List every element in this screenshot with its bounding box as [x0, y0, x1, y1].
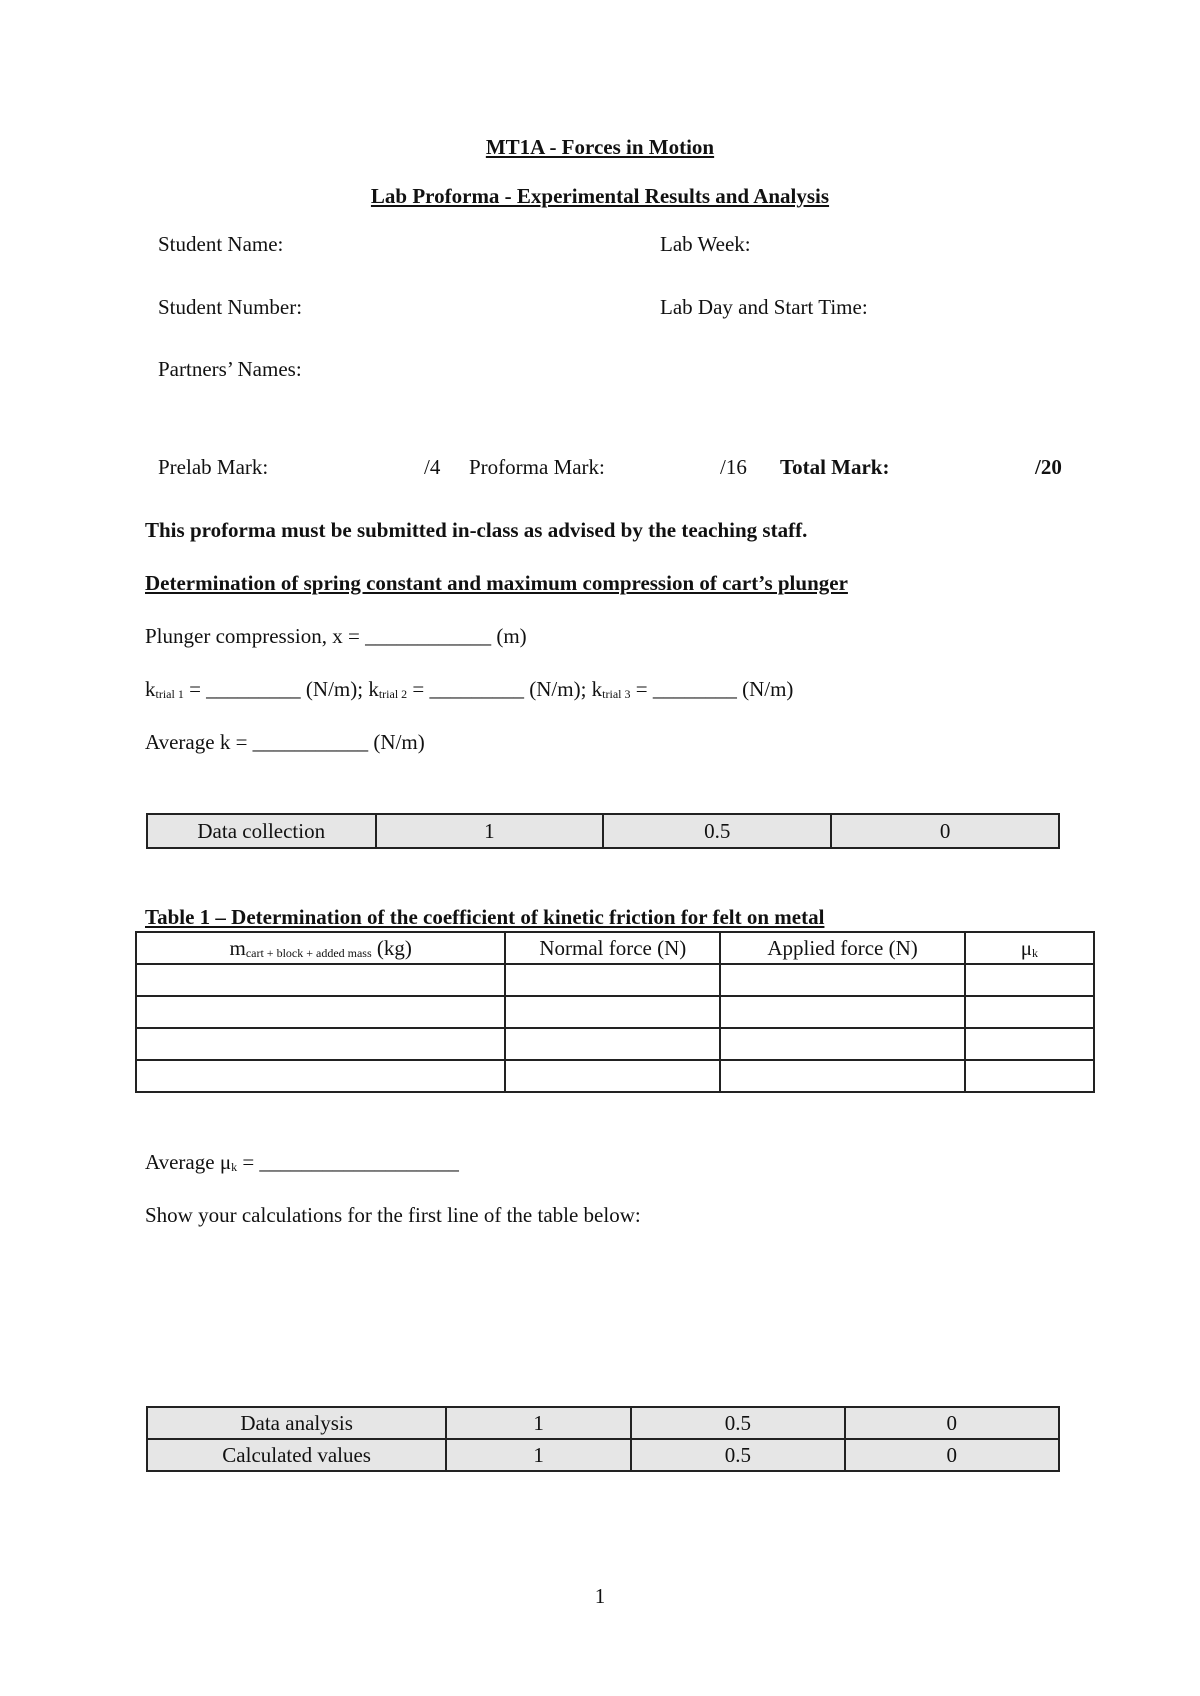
- analysis-table: [146, 1406, 1060, 1472]
- table-cell[interactable]: [720, 996, 965, 1028]
- show-calculations-instruction: Show your calculations for the first line of the table below:: [145, 1203, 641, 1227]
- header-mass: [136, 932, 505, 964]
- total-mark-max: /20: [1035, 455, 1062, 479]
- proforma-mark-label: Proforma Mark:: [469, 455, 605, 479]
- data-collection-score-1: 1: [376, 814, 604, 848]
- average-mu-blank: = ___________________: [237, 1150, 459, 1174]
- k1-subscript: trial 1: [155, 687, 184, 701]
- table-cell[interactable]: [136, 1028, 505, 1060]
- page-number: 1: [594, 1584, 606, 1608]
- analysis-score-1: 1: [446, 1407, 631, 1439]
- k-trials-line: [145, 677, 793, 702]
- mass-unit: (kg): [371, 935, 412, 960]
- partners-label: Partners’ Names:: [158, 357, 302, 381]
- lab-week-label: Lab Week:: [660, 232, 751, 256]
- table-row: [147, 1439, 1059, 1471]
- table-cell[interactable]: [505, 996, 720, 1028]
- submission-notice: This proforma must be submitted in-class as advised by the teaching staff.: [145, 518, 808, 542]
- average-k-line: Average k = ___________ (N/m): [145, 730, 425, 754]
- data-collection-label: Data collection: [147, 814, 376, 848]
- mass-subscript: cart + block + added mass: [245, 945, 372, 960]
- calculated-values-score-0: 0: [845, 1439, 1059, 1471]
- mass-symbol: m: [229, 935, 246, 960]
- data-collection-score-05: 0.5: [603, 814, 831, 848]
- table-cell[interactable]: [720, 964, 965, 996]
- document-title: MT1A - Forces in Motion: [485, 135, 715, 159]
- calculated-values-label: Calculated values: [147, 1439, 446, 1471]
- table-cell[interactable]: [965, 964, 1094, 996]
- student-number-label: Student Number:: [158, 295, 303, 319]
- table-row: [136, 996, 1094, 1028]
- average-mu-line: [145, 1150, 459, 1175]
- table-cell[interactable]: [720, 1060, 965, 1092]
- analysis-score-05: 0.5: [631, 1407, 845, 1439]
- total-mark-label: Total Mark:: [780, 455, 890, 479]
- header-applied-force: Applied force (N): [720, 932, 965, 964]
- prelab-mark-label: Prelab Mark:: [158, 455, 269, 479]
- table-cell[interactable]: [136, 1060, 505, 1092]
- average-mu-subscript: k: [231, 1160, 238, 1174]
- plunger-compression-line: Plunger compression, x = ____________ (m): [145, 624, 527, 648]
- table-cell[interactable]: [965, 996, 1094, 1028]
- calculated-values-score-1: 1: [446, 1439, 631, 1471]
- table-cell[interactable]: [136, 964, 505, 996]
- student-name-label: Student Name:: [158, 232, 284, 256]
- mu-symbol: μ: [1020, 935, 1033, 960]
- table-cell[interactable]: [136, 996, 505, 1028]
- k1-blank: = _________ (N/m); k: [183, 677, 379, 701]
- data-collection-score-0: 0: [831, 814, 1059, 848]
- table-cell[interactable]: [505, 1028, 720, 1060]
- analysis-score-0: 0: [845, 1407, 1059, 1439]
- table1-title: Table 1 – Determination of the coefficient of kinetic friction for felt on metal: [145, 905, 825, 929]
- proforma-mark-max: /16: [720, 455, 747, 479]
- k2-subscript: trial 2: [378, 687, 408, 701]
- header-normal-force: Normal force (N): [505, 932, 720, 964]
- table-cell[interactable]: [965, 1060, 1094, 1092]
- k3-subscript: trial 3: [602, 687, 631, 701]
- friction-table: [135, 931, 1095, 1093]
- lab-day-label: Lab Day and Start Time:: [660, 295, 868, 319]
- document-subtitle: Lab Proforma - Experimental Results and Analysis: [370, 184, 830, 208]
- table-cell[interactable]: [965, 1028, 1094, 1060]
- average-mu-label: Average μ: [145, 1150, 232, 1174]
- section-heading-spring: Determination of spring constant and maximum compression of cart’s plunger: [145, 571, 848, 595]
- k3-blank: = ________ (N/m): [630, 677, 794, 701]
- prelab-mark-max: /4: [424, 455, 441, 479]
- mu-subscript: k: [1032, 945, 1039, 960]
- calculated-values-score-05: 0.5: [631, 1439, 845, 1471]
- header-mu-k: [965, 932, 1094, 964]
- table-row: [147, 1407, 1059, 1439]
- analysis-label: Data analysis: [147, 1407, 446, 1439]
- table-cell[interactable]: [720, 1028, 965, 1060]
- table-cell[interactable]: [505, 1060, 720, 1092]
- table-row: [136, 964, 1094, 996]
- k-symbol: k: [145, 677, 156, 701]
- data-collection-table: [146, 813, 1060, 849]
- friction-table-header: [136, 932, 1094, 964]
- k2-blank: = _________ (N/m); k: [407, 677, 603, 701]
- table-row: [136, 1028, 1094, 1060]
- table-cell[interactable]: [505, 964, 720, 996]
- data-collection-row: [147, 814, 1059, 848]
- table-row: [136, 1060, 1094, 1092]
